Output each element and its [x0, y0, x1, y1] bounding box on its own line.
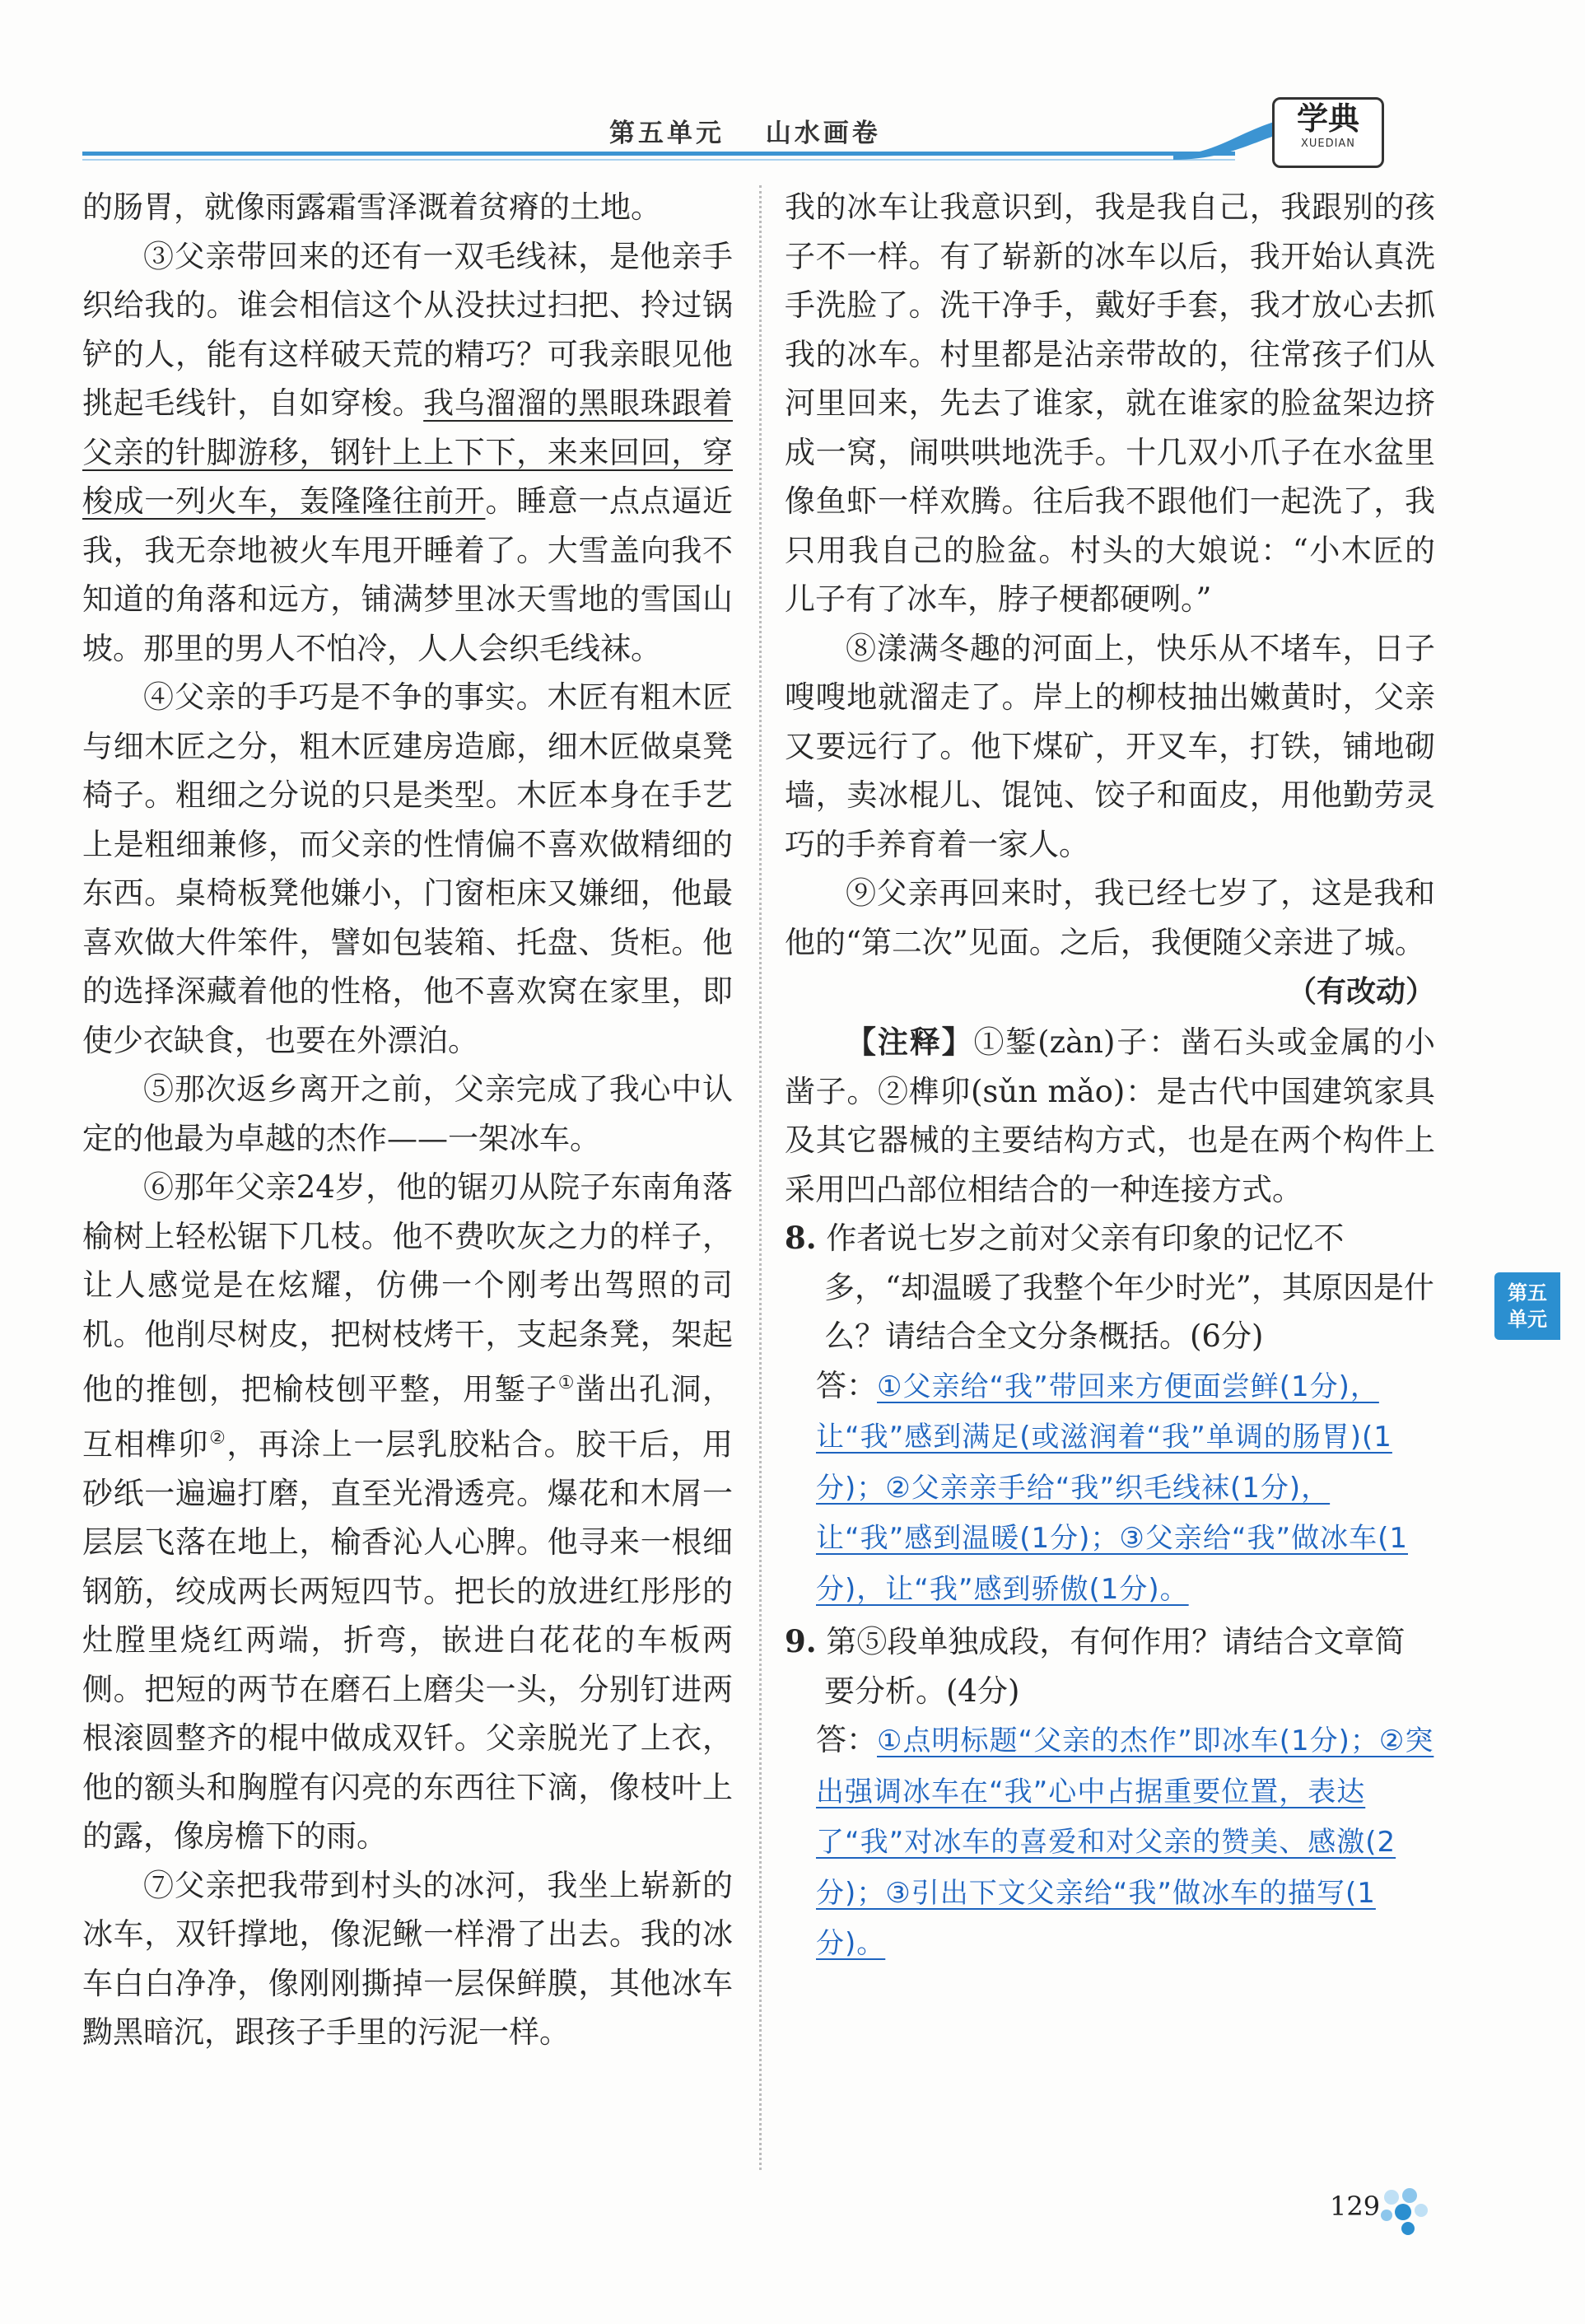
question-8	[785, 1214, 1435, 1361]
paragraph-6-text-b: 凿出孔洞，互相榫卯	[82, 1371, 734, 1463]
paragraph-4: ④父亲的手巧是不争的事实。木匠有粗木匠与细木匠之分，粗木匠建房造廊，细木匠做桌凳椅子。粗细之分说的只是类型。木匠本身在手艺上是粗细兼修，而父亲的性情偏不喜欢做精细的东西。桌椅板凳他嫌小，门窗柜床又嫌细，他最喜欢做大件笨件，譬如包装箱、托盘、货柜。他的选择深藏着他的性格，他不喜欢窝在家里，即使少衣缺食，也要在外漂泊。	[82, 679, 733, 1058]
left-column	[82, 183, 733, 2057]
footnote-marker-1: ①	[557, 1373, 576, 1393]
answer-9-text: ①点明标题“父亲的杰作”即冰车(1分)；②突出强调冰车在“我”心中占据重要位置，表达了“我”对冰车的喜爱和对父亲的赞美、感激(2分)；③引出下文父亲给“我”做冰车的描写(1分)。	[816, 1724, 1434, 1960]
paragraph-3-text-a: ③父亲带回来的还有一双毛线袜，是他亲手织给我的。谁会相信这个从没扶过扫把、拎过锅铲的人，能有这样破天荒的精巧？可我亲眼见他挑起毛线针，自如穿梭。	[82, 238, 733, 421]
answer-8	[816, 1361, 1435, 1615]
answer-8-text: ①父亲给“我”带回来方便面尝鲜(1分)，让“我”感到满足(或滋润着“我”单调的肠胃)(1分)；②父亲亲手给“我”织毛线袜(1分)，让“我”感到温暖(1分)；③父亲给“我”做冰车(1分)，让“我”感到骄傲(1分)。	[816, 1370, 1408, 1606]
note-label: 【注释】	[846, 1024, 974, 1060]
annotation-note	[785, 1018, 1435, 1214]
note-text: ①錾(zàn)子：凿石头或金属的小凿子。②榫卯(sǔn mǎo)：是古代中国建筑家具及其它器械的主要结构方式，也是在两个构件上采用凹凸部位相结合的一种连接方式。	[785, 1024, 1435, 1207]
publisher-logo	[1272, 97, 1384, 168]
paragraph-6	[82, 1163, 733, 1861]
paragraph-3-text-b: 。睡意一点点逼近我，我无奈地被火车甩开睡着了。大雪盖向我不知道的角落和远方，铺满梦里冰天雪地的雪国山坡。那里的男人不怕冷，人人会织毛线袜。	[82, 483, 734, 666]
side-tab-line-2: 单元	[1508, 1307, 1547, 1331]
answer-8-label: 答：	[816, 1367, 877, 1403]
question-8-text: 作者说七岁之前对父亲有印象的记忆不多，“却温暖了我整个年少时光”，其原因是什么？请结合全文分条概括。(6分)	[824, 1220, 1434, 1354]
answer-9-label: 答：	[816, 1722, 877, 1757]
decorative-dots	[1367, 2182, 1449, 2240]
footnote-marker-2: ②	[209, 1427, 227, 1449]
paragraph-continuation: 的肠胃，就像雨露霜雪泽溉着贫瘠的土地。	[82, 189, 661, 225]
header-rule-thin	[82, 159, 1235, 161]
unit-title: 第五单元 山水画卷	[609, 119, 881, 148]
answer-9	[816, 1715, 1435, 1969]
paragraph-6-text-a: ⑥那年父亲24岁，他的锯刃从院子东南角落榆树上轻松锯下几枝。他不费吹灰之力的样子，让人感觉是在炫耀，仿佛一个刚考出驾照的司机。他削尽树皮，把树枝烤干，支起条凳，架起他的推刨，把榆枝刨平整，用錾子	[82, 1169, 733, 1407]
paragraph-9: ⑨父亲再回来时，我已经七岁了，这是我和他的“第二次”见面。之后，我便随父亲进了城。	[785, 875, 1435, 960]
question-9-number: 9.	[785, 1623, 817, 1659]
paragraph-7: ⑦父亲把我带到村头的冰河，我坐上崭新的冰车，双钎撑地，像泥鳅一样滑了出去。我的冰车白白净净，像刚刚撕掉一层保鲜膜，其他冰车黝黑暗沉，跟孩子手里的污泥一样。	[82, 1867, 733, 2051]
question-9	[785, 1617, 1435, 1715]
column-divider	[759, 185, 762, 2170]
paragraph-3	[82, 232, 733, 674]
underlined-sentence: 我乌溜溜的黑眼珠跟着父亲的针脚游移，钢针上上下下，来来回回，穿梭成一列火车，轰隆隆往前开	[82, 385, 734, 519]
page-number: 129	[1330, 2191, 1381, 2222]
logo-text: 学典	[1296, 100, 1359, 137]
question-8-number: 8.	[785, 1220, 817, 1256]
paragraph-8: ⑧漾满冬趣的河面上，快乐从不堵车，日子嗖嗖地就溜走了。岸上的柳枝抽出嫩黄时，父亲又要远行了。他下煤矿，开叉车，打铁，铺地砌墙，卖冰棍儿、馄饨、饺子和面皮，用他勤劳灵巧的手养育着一家人。	[785, 630, 1435, 862]
question-9-text: 第⑤段单独成段，有何作用？请结合文章简要分析。(4分)	[824, 1624, 1406, 1709]
side-tab-line-1: 第五	[1508, 1281, 1547, 1304]
paragraph-6-text-c: ，再涂上一层乳胶粘合。胶干后，用砂纸一遍遍打磨，直至光滑透亮。爆花和木屑一层层飞落在地上，榆香沁人心脾。他寻来一根细钢筋，绞成两长两短四节。把长的放进红彤彤的灶膛里烧红两端，折弯，嵌进白花花的车板两侧。把短的两节在磨石上磨尖一头，分别钉进两根滚圆整齐的棍中做成双钎。父亲脱光了上衣，他的额头和胸膛有闪亮的东西往下滴，像枝叶上的露，像房檐下的雨。	[82, 1426, 734, 1855]
header-rule	[82, 152, 1235, 156]
paragraph-7-continuation: 我的冰车让我意识到，我是我自己，我跟别的孩子不一样。有了崭新的冰车以后，我开始认真洗手洗脸了。洗干净手，戴好手套，我才放心去抓我的冰车。村里都是沾亲带故的，往常孩子们从河里回来，先去了谁家，就在谁家的脸盆架边挤成一窝，闹哄哄地洗手。十几双小爪子在水盆里像鱼虾一样欢腾。往后我不跟他们一起洗了，我只用我自己的脸盆。村头的大娘说：“小木匠的儿子有了冰车，脖子梗都硬咧。”	[785, 189, 1435, 617]
source-note: （有改动）	[1286, 975, 1435, 1009]
logo-subtext: XUEDIAN	[1300, 138, 1356, 150]
right-column	[785, 183, 1435, 1969]
paragraph-5: ⑤那次返乡离开之前，父亲完成了我心中认定的他最为卓越的杰作——一架冰车。	[82, 1071, 733, 1156]
unit-side-tab	[1494, 1272, 1560, 1340]
